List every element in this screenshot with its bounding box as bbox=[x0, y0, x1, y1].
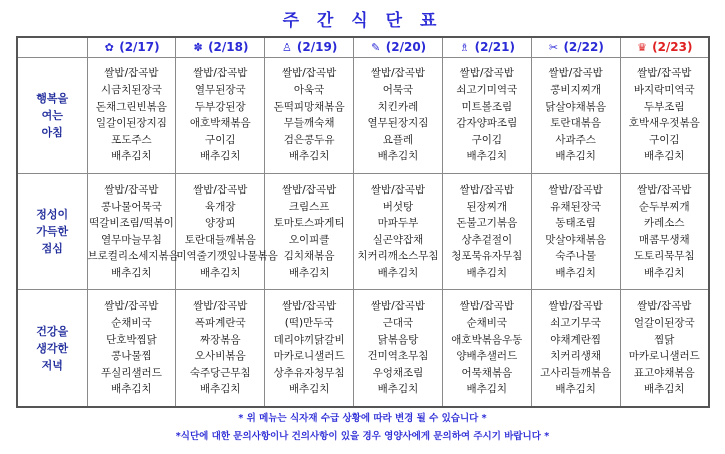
menu-item: 버섯탕 bbox=[382, 200, 414, 213]
menu-item: 쌀밥/잡곡밥 bbox=[459, 67, 514, 80]
menu-item: 배추김치 bbox=[288, 383, 330, 396]
menu-item: 어묵국 bbox=[382, 84, 414, 97]
menu-item: 쌀밥/잡곡밥 bbox=[548, 183, 603, 196]
menu-item: 순채비국 bbox=[111, 317, 152, 330]
menu-item: 얼갈이된장국 bbox=[633, 317, 695, 330]
menu-item: 토란대들깨볶음 bbox=[184, 233, 256, 246]
day-icon: ♙ bbox=[281, 41, 292, 55]
menu-item: 구이김 bbox=[205, 133, 236, 146]
menu-item: 근대국 bbox=[382, 317, 414, 330]
menu-item: 아욱국 bbox=[293, 84, 325, 97]
menu-cell bbox=[176, 57, 265, 173]
menu-item: 콩나물찜 bbox=[111, 350, 152, 363]
day-label: (2/19) bbox=[296, 40, 338, 55]
day-label: (2/22) bbox=[563, 40, 604, 55]
menu-item: 애호박채볶음 bbox=[189, 117, 251, 130]
menu-item: 쌀밥/잡곡밥 bbox=[370, 183, 426, 196]
menu-item: 쌀밥/잡곡밥 bbox=[637, 300, 692, 313]
menu-item: 쇠고기미역국 bbox=[456, 84, 518, 97]
menu-item: 쌀밥/잡곡밥 bbox=[459, 183, 514, 196]
meal-row bbox=[17, 57, 709, 173]
menu-item: 오이피클 bbox=[288, 233, 330, 246]
menu-item: 배추김치 bbox=[111, 150, 152, 163]
menu-cell bbox=[265, 290, 354, 407]
menu-item: 쌀밥/잡곡밥 bbox=[281, 67, 337, 80]
menu-item: 배추김치 bbox=[111, 266, 152, 279]
menu-item: 배추김치 bbox=[466, 150, 508, 163]
menu-item: 사과주스 bbox=[555, 133, 596, 146]
day-icon: ♗ bbox=[459, 41, 470, 55]
menu-item: 건미역초무침 bbox=[367, 350, 429, 363]
menu-cell bbox=[87, 290, 176, 407]
day-icon: ✂ bbox=[548, 41, 559, 55]
menu-item: 쇠고기무국 bbox=[550, 317, 601, 330]
menu-cell bbox=[442, 290, 531, 407]
day-header-1 bbox=[87, 37, 176, 57]
meal-label-line: 가득한 bbox=[36, 225, 69, 239]
menu-item: 배추김치 bbox=[466, 266, 508, 279]
menu-cell bbox=[265, 173, 354, 289]
menu-item: 쌀밥/잡곡밥 bbox=[193, 67, 248, 80]
day-label: (2/17) bbox=[119, 40, 160, 55]
note-substitution: * 위 메뉴는 식자재 수급 상황에 따라 변경 될 수 있습니다 * bbox=[238, 413, 487, 424]
menu-item: 쌀밥/잡곡밥 bbox=[281, 183, 337, 196]
corner-cell bbox=[17, 37, 87, 57]
menu-item: 동태조림 bbox=[555, 217, 596, 230]
menu-item: (떡)만두국 bbox=[284, 317, 334, 330]
menu-item: 양장피 bbox=[205, 217, 236, 230]
menu-item: 쌀밥/잡곡밥 bbox=[637, 67, 692, 80]
menu-item: 실곤약잡채 bbox=[372, 233, 424, 246]
menu-item: 상추겉절이 bbox=[461, 233, 513, 246]
menu-item: 치킨카레 bbox=[377, 100, 419, 113]
menu-item: 토마토스파게티 bbox=[273, 217, 345, 230]
menu-item: 쌀밥/잡곡밥 bbox=[637, 183, 692, 196]
menu-item: 바지락미역국 bbox=[633, 84, 695, 97]
menu-item: 데리야끼닭갈비 bbox=[273, 333, 345, 346]
meal-label-line: 행복을 bbox=[36, 91, 69, 105]
meal-label bbox=[17, 290, 87, 407]
menu-item: 배추김치 bbox=[288, 266, 330, 279]
menu-item: 애호박볶음우동 bbox=[451, 333, 523, 346]
meal-row bbox=[17, 290, 709, 407]
menu-item: 육개장 bbox=[205, 200, 236, 213]
menu-item: 매콤무생채 bbox=[638, 233, 690, 246]
menu-cell bbox=[531, 57, 620, 173]
day-icon: ✿ bbox=[104, 41, 114, 55]
day-header-5 bbox=[442, 37, 531, 57]
day-header-row bbox=[17, 37, 709, 57]
menu-item: 배추김치 bbox=[555, 150, 596, 163]
meal-label-line: 아침 bbox=[41, 125, 63, 139]
menu-item: 쌀밥/잡곡밥 bbox=[104, 300, 159, 313]
menu-cell bbox=[176, 290, 265, 407]
meal-label-line: 점심 bbox=[41, 242, 63, 256]
menu-item: 쌀밥/잡곡밥 bbox=[193, 183, 248, 196]
day-header-6 bbox=[531, 37, 620, 57]
menu-cell bbox=[265, 57, 354, 173]
menu-item: 숙주당근무침 bbox=[189, 366, 251, 379]
menu-item: 표고야채볶음 bbox=[633, 366, 695, 379]
day-icon: ✽ bbox=[193, 41, 203, 55]
menu-cell bbox=[354, 57, 443, 173]
menu-item: 포도주스 bbox=[111, 133, 152, 146]
menu-item: 감자양파조림 bbox=[456, 117, 518, 130]
menu-item: 배추김치 bbox=[199, 383, 241, 396]
menu-cell bbox=[620, 290, 709, 407]
day-label: (2/23) bbox=[652, 40, 693, 55]
weekly-menu-table bbox=[16, 36, 710, 408]
menu-item: 배추김치 bbox=[377, 383, 419, 396]
menu-item: 돈떡피망채볶음 bbox=[273, 100, 345, 113]
menu-item: 구이김 bbox=[471, 133, 503, 146]
menu-item: 토란대볶음 bbox=[550, 117, 601, 130]
meal-label-line: 저녁 bbox=[41, 358, 63, 372]
menu-item: 오사비볶음 bbox=[194, 350, 246, 363]
menu-item: 폭파계란국 bbox=[194, 317, 246, 330]
menu-item: 양배추샐러드 bbox=[456, 350, 518, 363]
meal-label bbox=[17, 173, 87, 289]
menu-item: 돈불고기볶음 bbox=[456, 217, 518, 230]
menu-item: 두부강된장 bbox=[194, 100, 246, 113]
menu-item: 마카로니샐러드 bbox=[273, 350, 345, 363]
menu-item: 고사리들깨볶음 bbox=[540, 366, 612, 379]
menu-item: 배추김치 bbox=[466, 383, 508, 396]
menu-item: 쌀밥/잡곡밥 bbox=[548, 67, 603, 80]
menu-item: 배추김치 bbox=[555, 266, 596, 279]
menu-item: 쌀밥/잡곡밥 bbox=[104, 183, 159, 196]
menu-item: 콩비지찌개 bbox=[550, 84, 601, 97]
menu-cell bbox=[531, 173, 620, 289]
menu-item: 콩나물어묵국 bbox=[100, 200, 162, 213]
day-header-3 bbox=[265, 37, 354, 57]
menu-item: 닭살야채볶음 bbox=[545, 100, 607, 113]
menu-cell bbox=[354, 290, 443, 407]
menu-item: 미역줄기깻잎나물볶음 bbox=[176, 250, 278, 263]
menu-item: 우엉채조림 bbox=[372, 366, 424, 379]
menu-item: 배추김치 bbox=[377, 150, 419, 163]
day-label: (2/18) bbox=[208, 40, 249, 55]
menu-item: 쌀밥/잡곡밥 bbox=[193, 300, 248, 313]
menu-item: 순두부찌개 bbox=[638, 200, 690, 213]
menu-item: 브로컬리소세지볶음 bbox=[87, 250, 179, 263]
menu-item: 시금치된장국 bbox=[100, 84, 162, 97]
meal-label-line: 건강을 bbox=[36, 324, 69, 338]
menu-item: 배추김치 bbox=[199, 266, 241, 279]
menu-item: 청포묵유자무침 bbox=[451, 250, 523, 263]
menu-item: 배추김치 bbox=[288, 150, 330, 163]
menu-item: 쌀밥/잡곡밥 bbox=[459, 300, 514, 313]
menu-item: 배추김치 bbox=[555, 383, 596, 396]
menu-item: 배추김치 bbox=[111, 383, 152, 396]
menu-item: 순채비국 bbox=[466, 317, 508, 330]
menu-item: 된장찌개 bbox=[466, 200, 508, 213]
menu-cell bbox=[87, 173, 179, 289]
menu-cell bbox=[354, 173, 443, 289]
menu-item: 상추유자청무침 bbox=[273, 366, 345, 379]
menu-item: 치커리깨소스무침 bbox=[357, 250, 439, 263]
day-icon: ♛ bbox=[637, 41, 648, 55]
menu-item: 배추김치 bbox=[199, 150, 241, 163]
day-label: (2/21) bbox=[474, 40, 515, 55]
menu-item: 어묵채볶음 bbox=[461, 366, 513, 379]
day-label: (2/20) bbox=[385, 40, 427, 55]
menu-item: 쌀밥/잡곡밥 bbox=[281, 300, 337, 313]
menu-item: 쌀밥/잡곡밥 bbox=[104, 67, 159, 80]
menu-cell bbox=[442, 57, 531, 173]
meal-label bbox=[17, 57, 87, 173]
menu-item: 단호박찜닭 bbox=[106, 333, 157, 346]
menu-cell bbox=[87, 57, 176, 173]
menu-item: 구이김 bbox=[649, 133, 680, 146]
menu-cell bbox=[531, 290, 620, 407]
menu-item: 숙주나물 bbox=[555, 250, 596, 263]
menu-item: 마카로니샐러드 bbox=[628, 350, 700, 363]
menu-item: 크림스프 bbox=[288, 200, 330, 213]
menu-item: 요플레 bbox=[382, 133, 414, 146]
menu-item: 배추김치 bbox=[643, 150, 685, 163]
page-title: 주 간 식 단 표 bbox=[282, 11, 443, 31]
menu-item: 호박새우젓볶음 bbox=[628, 117, 700, 130]
day-header-2 bbox=[176, 37, 265, 57]
menu-item: 유채된장국 bbox=[550, 200, 601, 213]
menu-cell bbox=[442, 173, 531, 289]
meal-row bbox=[17, 173, 709, 289]
menu-item: 쌀밥/잡곡밥 bbox=[370, 67, 426, 80]
meal-label-line: 여는 bbox=[41, 108, 63, 122]
menu-item: 열무된장국 bbox=[194, 84, 246, 97]
menu-cell bbox=[620, 173, 709, 289]
menu-item: 열무마늘무침 bbox=[100, 233, 162, 246]
menu-item: 쌀밥/잡곡밥 bbox=[370, 300, 426, 313]
menu-item: 미트볼조림 bbox=[461, 100, 513, 113]
menu-item: 배추김치 bbox=[643, 383, 685, 396]
menu-item: 찜닭 bbox=[654, 333, 675, 346]
menu-item: 닭볶음탕 bbox=[377, 333, 419, 346]
menu-item: 배추김치 bbox=[377, 266, 419, 279]
menu-item: 열무된장지짐 bbox=[367, 117, 429, 130]
day-icon: ✎ bbox=[371, 41, 381, 55]
menu-item: 마파두부 bbox=[377, 217, 419, 230]
menu-item: 맛살야채볶음 bbox=[545, 233, 607, 246]
menu-item: 두부조림 bbox=[643, 100, 685, 113]
menu-item: 검은콩두유 bbox=[283, 133, 335, 146]
note-inquiry: *식단에 대한 문의사항이나 건의사항이 있을 경우 영양사에게 문의하여 주시기 바랍니다 * bbox=[175, 431, 550, 442]
menu-item: 무들깨숙채 bbox=[283, 117, 335, 130]
menu-item: 김치채볶음 bbox=[283, 250, 335, 263]
menu-item: 일갈이된장지짐 bbox=[95, 117, 167, 130]
meal-label-line: 생각한 bbox=[36, 341, 69, 355]
menu-cell bbox=[176, 173, 278, 289]
menu-item: 푸실리샐러드 bbox=[100, 366, 162, 379]
menu-cell bbox=[620, 57, 709, 173]
meal-label-line: 정성이 bbox=[36, 208, 69, 222]
menu-item: 쌀밥/잡곡밥 bbox=[548, 300, 603, 313]
menu-item: 짜장볶음 bbox=[199, 333, 241, 346]
menu-item: 도토리묵무침 bbox=[633, 250, 695, 263]
day-header-4 bbox=[354, 37, 443, 57]
menu-item: 야채계란찜 bbox=[550, 333, 601, 346]
day-header-7 bbox=[620, 37, 709, 57]
menu-item: 돈채그린빈볶음 bbox=[95, 100, 167, 113]
menu-item: 치커리생채 bbox=[550, 350, 601, 363]
menu-item: 배추김치 bbox=[643, 266, 685, 279]
menu-item: 떡갈비조림/떡볶이 bbox=[89, 217, 174, 230]
menu-item: 카레소스 bbox=[643, 217, 685, 230]
